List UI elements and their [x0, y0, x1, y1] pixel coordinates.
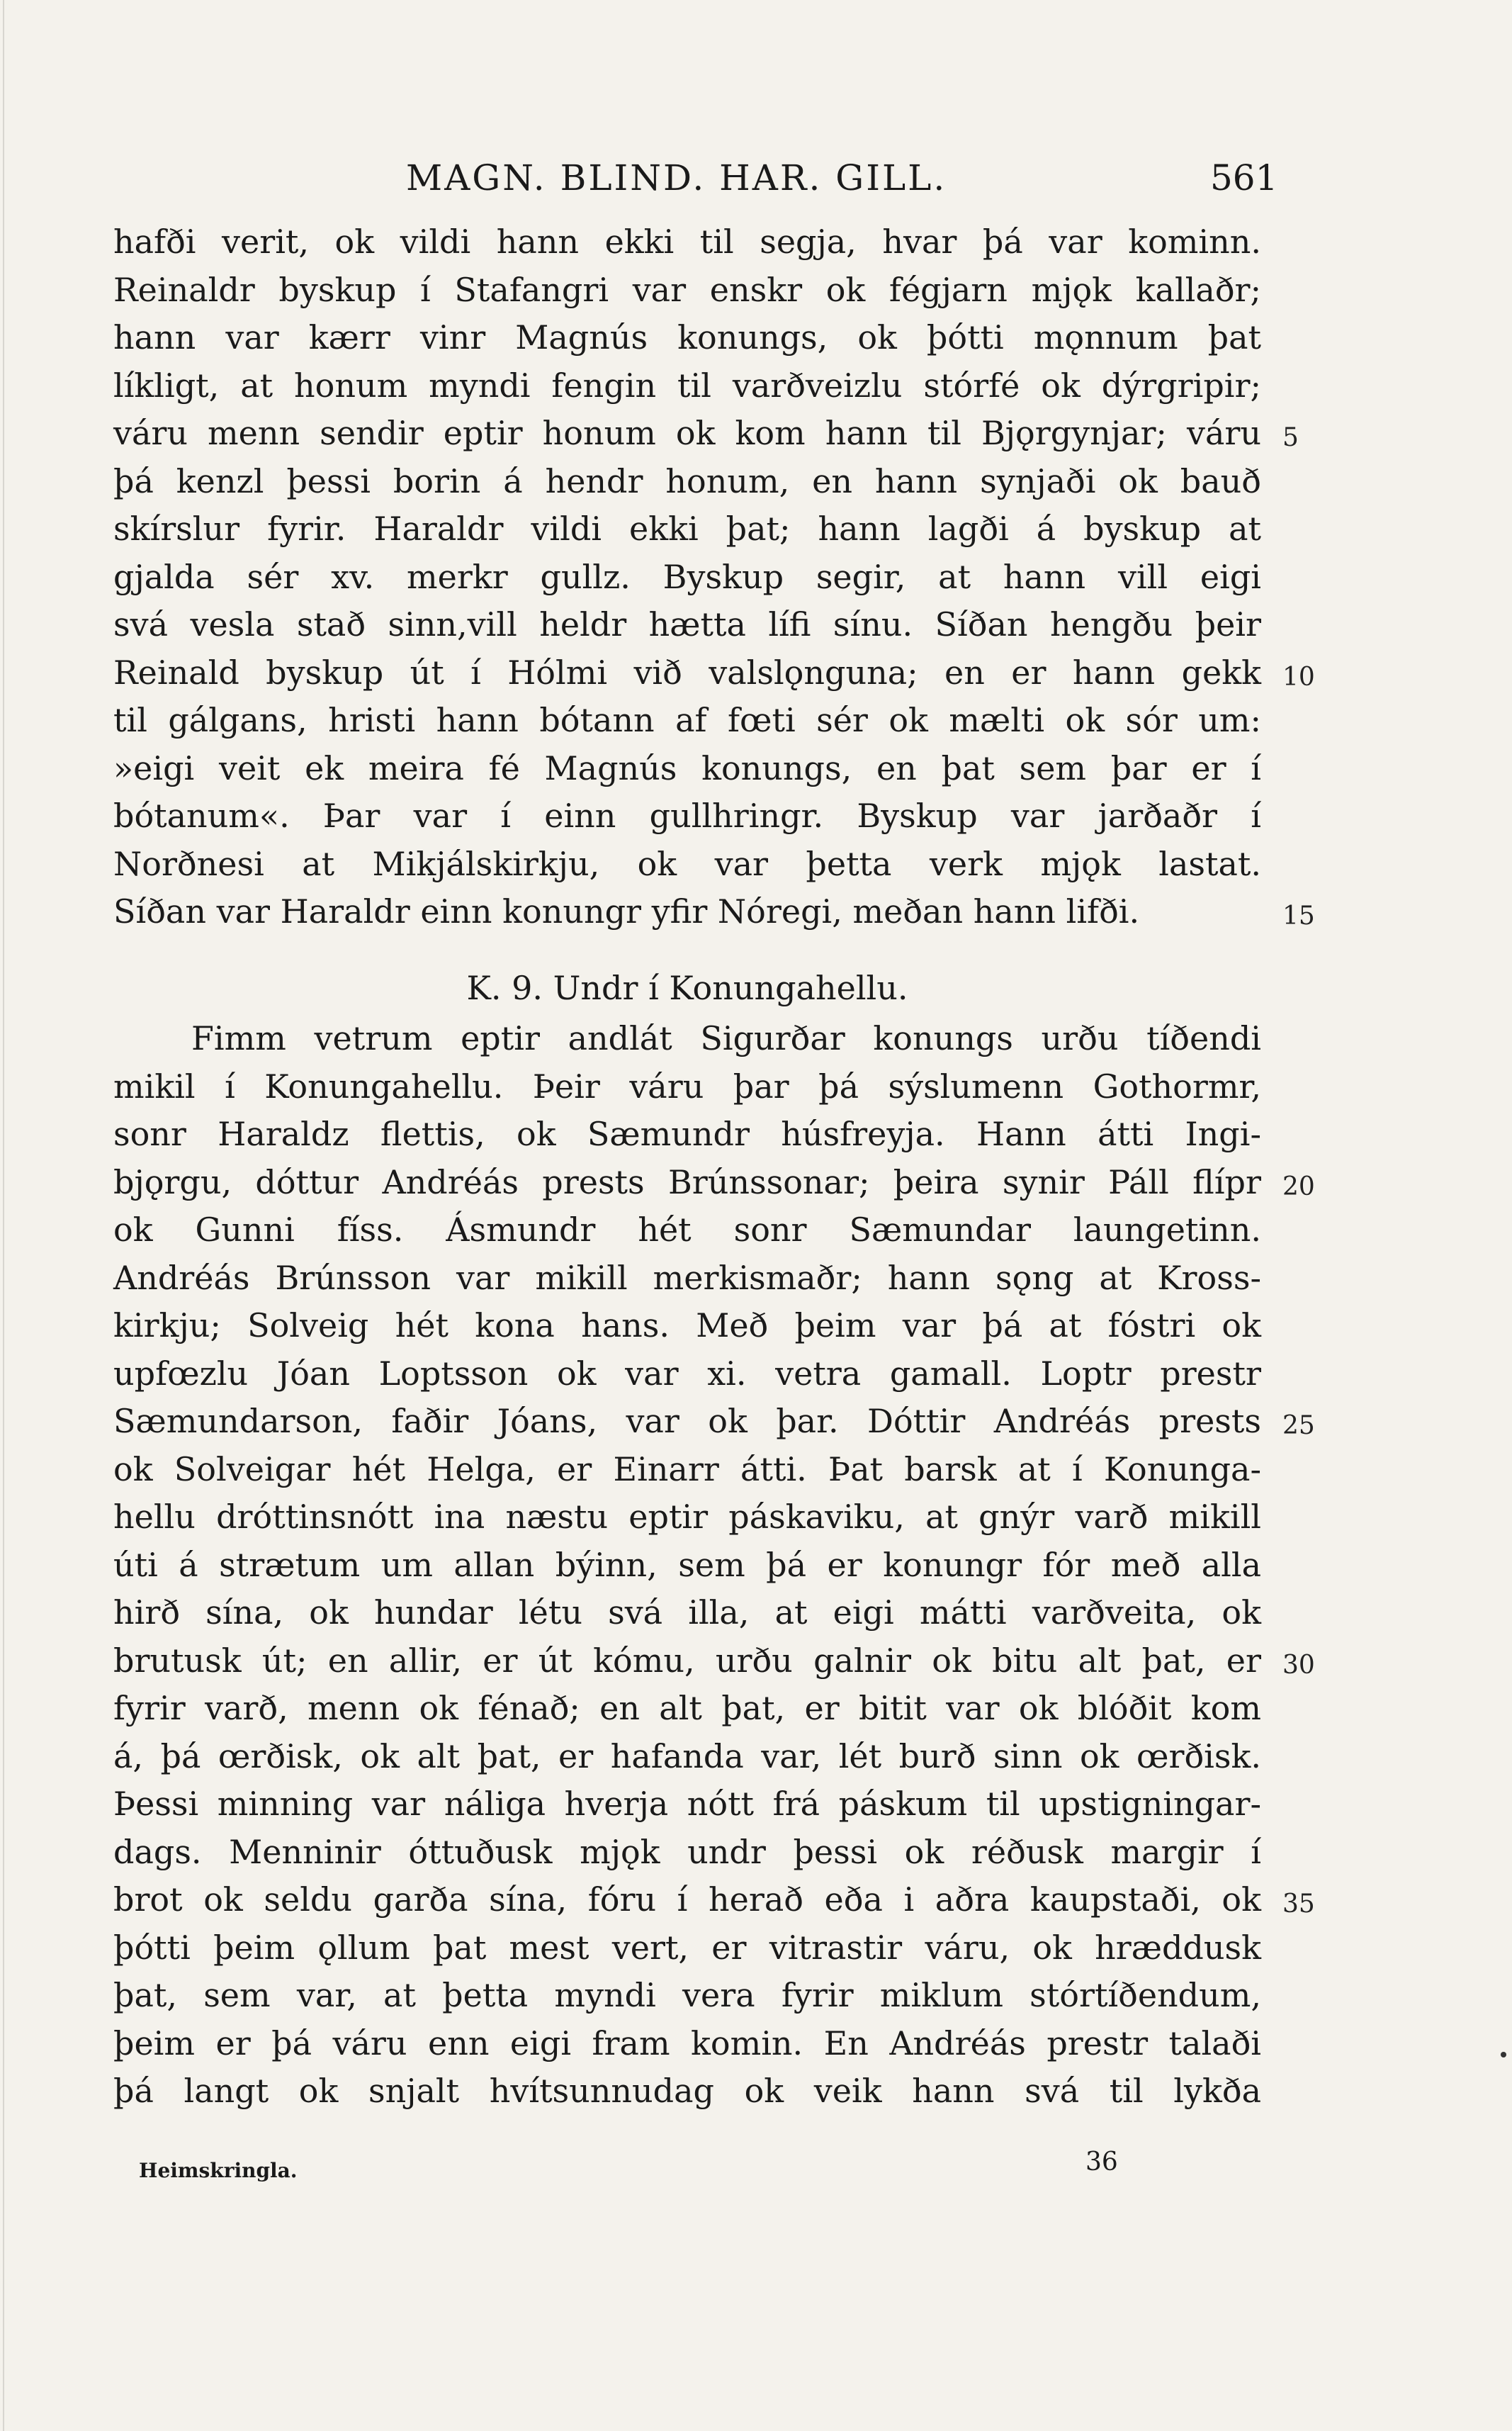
text-line [113, 218, 1261, 266]
text-line [113, 1398, 1315, 1446]
line-text: Reinaldr byskup í Stafangri var enskr ok fégjarn mjǫk kallaðr; [113, 270, 1261, 309]
text-line [113, 1733, 1261, 1781]
line-text: þótti þeim ǫllum þat mest vert, er vitrastir váru, ok hræddusk [113, 1928, 1261, 1967]
text-line [113, 841, 1261, 889]
line-text: gjalda sér xv. merkr gullz. Byskup segir, at hann vill eigi [113, 557, 1261, 596]
text-line [113, 1493, 1261, 1542]
body-text [113, 218, 1315, 2116]
text-line [113, 1972, 1261, 2020]
line-text: kirkju; Solveig hét kona hans. Með þeim var þá at fóstri ok [113, 1306, 1261, 1344]
line-text: Norðnesi at Mikjálskirkju, ok var þetta verk mjǫk lastat. [113, 844, 1261, 883]
scan-speck [1501, 2052, 1506, 2057]
text-line [113, 649, 1315, 697]
text-line [113, 1015, 1261, 1063]
text-line [113, 458, 1261, 506]
text-line [113, 792, 1261, 841]
line-text: fyrir varð, menn ok fénað; en alt þat, er bitit var ok blóðit kom [113, 1689, 1261, 1727]
line-text: upfœzlu Jóan Loptsson ok var xi. vetra gamall. Loptr prestr [113, 1354, 1261, 1393]
line-text: skírslur fyrir. Haraldr vildi ekki þat; hann lagði á byskup at [113, 510, 1261, 548]
line-text: hafði verit, ok vildi hann ekki til segja, hvar þá var kominn. [113, 223, 1261, 261]
line-text: Andréás Brúnsson var mikill merkismaðr; hann sǫng at Kross- [113, 1258, 1261, 1297]
line-number: 25 [1282, 1411, 1315, 1440]
page-footer [113, 2148, 1318, 2190]
line-text: hellu dróttinsnótt ina næstu eptir páskaviku, at gnýr varð mikill [113, 1498, 1261, 1536]
footer-sheet-number: 36 [1085, 2148, 1118, 2177]
text-line [113, 1685, 1261, 1733]
line-text: váru menn sendir eptir honum ok kom hann til Bjǫrgynjar; váru [113, 414, 1261, 452]
text-line [113, 410, 1299, 458]
line-text: til gálgans, hristi hann bótann af fœti sér ok mælti ok sór um: [113, 701, 1261, 739]
text-line [113, 314, 1261, 362]
line-text: bótanum«. Þar var í einn gullhringr. Byskup var jarðaðr í [113, 797, 1261, 835]
paragraph-1 [113, 218, 1315, 936]
text-line [113, 362, 1261, 410]
text-line [113, 1302, 1261, 1350]
line-number: 10 [1282, 662, 1315, 692]
text-line [113, 2020, 1261, 2068]
line-text: þat, sem var, at þetta myndi vera fyrir miklum stórtíðendum, [113, 1976, 1261, 2014]
text-line [113, 266, 1261, 315]
line-text: mikil í Konungahellu. Þeir váru þar þá sýslumenn Gothormr, [113, 1067, 1261, 1106]
text-line [113, 554, 1261, 602]
text-line [113, 1063, 1261, 1111]
line-number: 20 [1282, 1172, 1315, 1201]
text-line [113, 745, 1261, 793]
line-text: Þessi minning var náliga hverja nótt frá páskum til upstigningar- [113, 1785, 1261, 1823]
page-edge [3, 0, 4, 2431]
line-text: Reinald byskup út í Hólmi við valslǫnguna; en er hann gekk [113, 653, 1261, 692]
text-line [113, 1924, 1261, 1972]
line-text: þeim er þá váru enn eigi fram komin. En Andréás prestr talaði [113, 2023, 1261, 2062]
line-text: brutusk út; en allir, er út kómu, urðu galnir ok bitu alt þat, er [113, 1641, 1261, 1680]
chapter-heading: K. 9. Undr í Konungahellu. [466, 968, 908, 1007]
text-line [113, 1589, 1261, 1637]
line-text: þá langt ok snjalt hvítsunnudag ok veik hann svá til lykða [113, 2072, 1261, 2110]
text-line [113, 601, 1261, 649]
line-text: bjǫrgu, dóttur Andréás prests Brúnssonar; þeira synir Páll flípr [113, 1162, 1261, 1201]
text-line [113, 1829, 1261, 1877]
text-line [113, 1446, 1261, 1494]
text-line [113, 1350, 1261, 1398]
line-text: ok Solveigar hét Helga, er Einarr átti. Þat barsk at í Konunga- [113, 1449, 1261, 1488]
line-text: svá vesla stað sinn,vill heldr hætta lífi sínu. Síðan hengðu þeir [113, 605, 1261, 644]
text-line [113, 2067, 1261, 2116]
line-number: 5 [1282, 423, 1299, 452]
page-header [113, 157, 1318, 214]
line-number: 15 [1282, 902, 1315, 931]
line-text: Síðan var Haraldr einn konungr yfir Nóregi, meðan hann lifði. [113, 892, 1140, 931]
line-text: ok Gunni físs. Ásmundr hét sonr Sæmundar laungetinn. [113, 1211, 1261, 1249]
text-line [113, 697, 1261, 745]
text-line [113, 505, 1261, 554]
paragraph-2 [113, 1015, 1315, 2116]
line-text: sonr Haraldz flettis, ok Sæmundr húsfreyja. Hann átti Ingi- [113, 1115, 1261, 1153]
line-text: líkligt, at honum myndi fengin til varðveizlu stórfé ok dýrgripir; [113, 366, 1261, 405]
line-text: dags. Menninir óttuðusk mjǫk undr þessi ok réðusk margir í [113, 1832, 1261, 1871]
text-line [113, 1637, 1315, 1685]
line-number: 35 [1282, 1890, 1315, 1919]
line-text: á, þá œrðisk, ok alt þat, er hafanda var, lét burð sinn ok œrðisk. [113, 1736, 1261, 1775]
line-text: Sæmundarson, faðir Jóans, var ok þar. Dóttir Andréás prests [113, 1402, 1261, 1440]
running-head: MAGN. BLIND. HAR. GILL. [406, 157, 947, 198]
text-line [113, 1111, 1261, 1159]
line-text: Fimm vetrum eptir andlát Sigurðar konungs urðu tíðendi [191, 1019, 1261, 1057]
line-text: úti á strætum um allan býinn, sem þá er konungr fór með alla [113, 1545, 1261, 1584]
line-text: hirð sína, ok hundar létu svá illa, at eigi mátti varðveita, ok [113, 1593, 1261, 1632]
text-line [113, 888, 1315, 936]
text-line [113, 1159, 1315, 1207]
footer-signature: Heimskringla. [139, 2159, 298, 2182]
page-number: 561 [1210, 157, 1278, 198]
text-line [113, 1254, 1261, 1303]
text-line [113, 1876, 1315, 1924]
text-line [113, 1206, 1261, 1254]
line-text: hann var kærr vinr Magnús konungs, ok þótti mǫnnum þat [113, 318, 1261, 356]
line-text: »eigi veit ek meira fé Magnús konungs, en þat sem þar er í [113, 748, 1261, 787]
text-line [113, 1780, 1261, 1829]
line-text: brot ok seldu garða sína, fóru í herað eða i aðra kaupstaði, ok [113, 1880, 1261, 1919]
line-text: þá kenzl þessi borin á hendr honum, en hann synjaði ok bauð [113, 461, 1261, 500]
text-line [113, 1542, 1261, 1590]
line-number: 30 [1282, 1650, 1315, 1680]
